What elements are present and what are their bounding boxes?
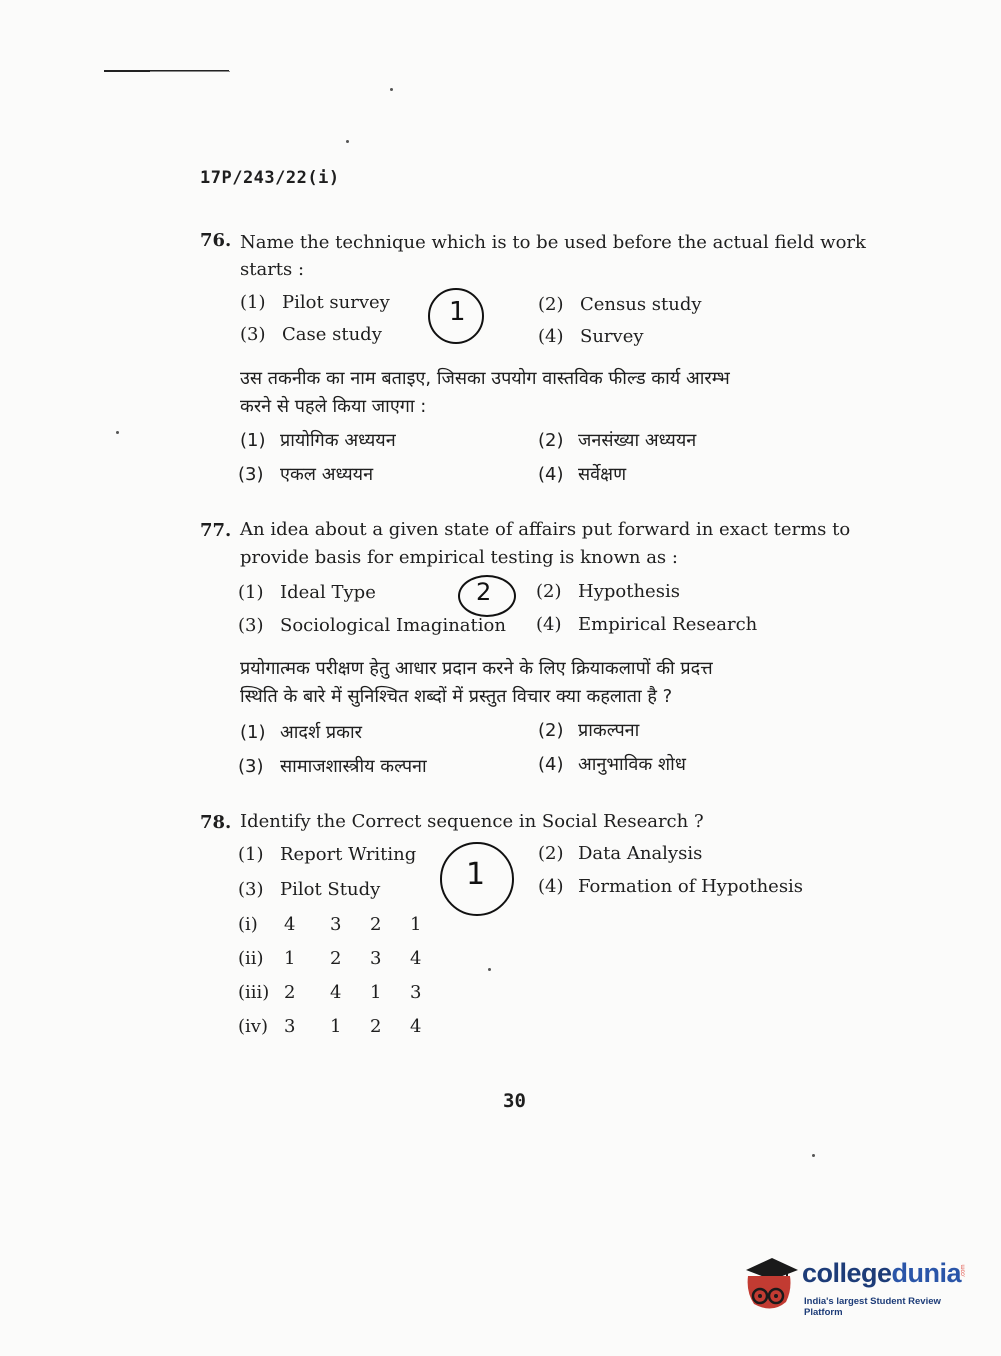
option-text: Empirical Research — [578, 614, 758, 635]
handwritten-answer: 2 — [476, 578, 492, 606]
option-text-hi: सामाजशास्त्रीय कल्पना — [280, 756, 427, 777]
option-text-hi: आदर्श प्रकार — [280, 722, 363, 743]
option-text-hi: एकल अध्ययन — [280, 464, 374, 485]
option-number: (1) — [238, 582, 264, 603]
sequence-value: 1 — [410, 913, 422, 935]
scan-speck — [346, 140, 349, 143]
option-number: (2) — [538, 294, 564, 315]
question-text-en-cont: starts : — [240, 259, 305, 280]
handwritten-answer: 1 — [449, 297, 466, 327]
sequence-label: (iv) — [238, 1015, 268, 1037]
sequence-label: (i) — [238, 913, 258, 935]
question-number: 78. — [200, 812, 232, 833]
sequence-value: 3 — [330, 913, 342, 935]
option-number: (3) — [240, 324, 266, 345]
option-number: (3) — [238, 756, 264, 777]
option-text-hi: प्रायोगिक अध्ययन — [280, 430, 396, 451]
sequence-value: 1 — [284, 947, 296, 969]
option-text: Hypothesis — [578, 581, 680, 602]
option-number: (1) — [240, 292, 266, 313]
option-number: (2) — [538, 720, 564, 741]
sequence-value: 3 — [410, 981, 422, 1003]
sequence-value: 3 — [284, 1015, 296, 1037]
sequence-value: 4 — [284, 913, 296, 935]
sequence-value: 2 — [330, 947, 342, 969]
sequence-row — [238, 975, 440, 1009]
option-text-hi: आनुभाविक शोध — [578, 754, 686, 775]
sequence-value: 1 — [370, 981, 382, 1003]
page-number: 30 — [503, 1090, 526, 1112]
option-text: Census study — [580, 294, 702, 315]
option-text: Formation of Hypothesis — [578, 876, 804, 897]
option-text: Case study — [282, 324, 382, 345]
brand-suffix: .com — [960, 1264, 967, 1278]
handwritten-answer: 1 — [466, 857, 486, 892]
sequence-value: 4 — [410, 1015, 422, 1037]
scan-speck — [812, 1154, 815, 1157]
question-number: 76. — [200, 230, 232, 251]
option-number: (1) — [238, 844, 264, 865]
sequence-value: 4 — [330, 981, 342, 1003]
question-text-en: Identify the Correct sequence in Social Research ? — [240, 811, 704, 832]
sequence-row — [238, 941, 440, 975]
sequence-value: 3 — [370, 947, 382, 969]
sequence-label: (ii) — [238, 947, 264, 969]
option-number: (4) — [536, 614, 562, 635]
question-text-hi-cont: करने से पहले किया जाएगा : — [240, 396, 427, 417]
scan-speck — [390, 88, 393, 91]
question-text-en: An idea about a given state of affairs put forward in exact terms to — [240, 519, 851, 540]
top-rule-faint — [150, 71, 230, 72]
sequence-value: 2 — [370, 913, 382, 935]
option-text: Pilot Study — [280, 879, 381, 900]
question-text-hi: उस तकनीक का नाम बताइए, जिसका उपयोग वास्तविक फील्ड कार्य आरम्भ — [240, 368, 730, 389]
option-text: Sociological Imagination — [280, 615, 506, 636]
option-number: (1) — [240, 722, 266, 743]
option-text: Survey — [580, 326, 644, 347]
scan-speck — [116, 431, 119, 434]
question-text-en: Name the technique which is to be used before the actual field work — [240, 232, 866, 253]
option-text: Report Writing — [280, 844, 417, 865]
sequence-value: 1 — [330, 1015, 342, 1037]
sequence-value: 2 — [284, 981, 296, 1003]
question-text-hi-cont: स्थिति के बारे में सुनिश्चित शब्दों में प्रस्तुत विचार क्या कहलाता है ? — [240, 686, 673, 707]
option-number: (3) — [238, 615, 264, 636]
sequence-value: 4 — [410, 947, 422, 969]
paper-code: 17P/243/22(i) — [200, 168, 340, 188]
sequence-row — [238, 907, 440, 941]
collegedunia-logo[interactable] — [742, 1252, 972, 1322]
question-text-hi: प्रयोगात्मक परीक्षण हेतु आधार प्रदान करने के लिए क्रियाकलापों की प्रदत्त — [240, 658, 713, 679]
option-text-hi: प्राकल्पना — [578, 720, 640, 741]
option-number: (2) — [538, 843, 564, 864]
option-number: (3) — [238, 464, 264, 485]
mascot-icon — [742, 1252, 800, 1314]
brand-tagline: India's largest Student Review Platform — [804, 1296, 941, 1318]
sequence-row — [238, 1009, 440, 1043]
question-number: 77. — [200, 520, 232, 541]
option-text-hi: सर्वेक्षण — [578, 464, 627, 485]
option-number: (4) — [538, 876, 564, 897]
option-number: (1) — [240, 430, 266, 451]
option-text: Ideal Type — [280, 582, 376, 603]
option-number: (4) — [538, 464, 564, 485]
brand-name-part1: college — [802, 1258, 892, 1288]
sequence-options — [238, 907, 440, 1043]
scan-speck — [488, 968, 491, 971]
option-number: (4) — [538, 754, 564, 775]
brand-name-part2: dunia — [891, 1258, 962, 1288]
option-number: (3) — [238, 879, 264, 900]
option-number: (2) — [536, 581, 562, 602]
option-text-hi: जनसंख्या अध्ययन — [578, 430, 697, 451]
option-text: Pilot survey — [282, 292, 390, 313]
option-number: (4) — [538, 326, 564, 347]
question-text-en-cont: provide basis for empirical testing is known as : — [240, 547, 678, 568]
sequence-value: 2 — [370, 1015, 382, 1037]
sequence-label: (iii) — [238, 981, 270, 1003]
option-number: (2) — [538, 430, 564, 451]
brand-name — [802, 1258, 961, 1289]
option-text: Data Analysis — [578, 843, 703, 864]
